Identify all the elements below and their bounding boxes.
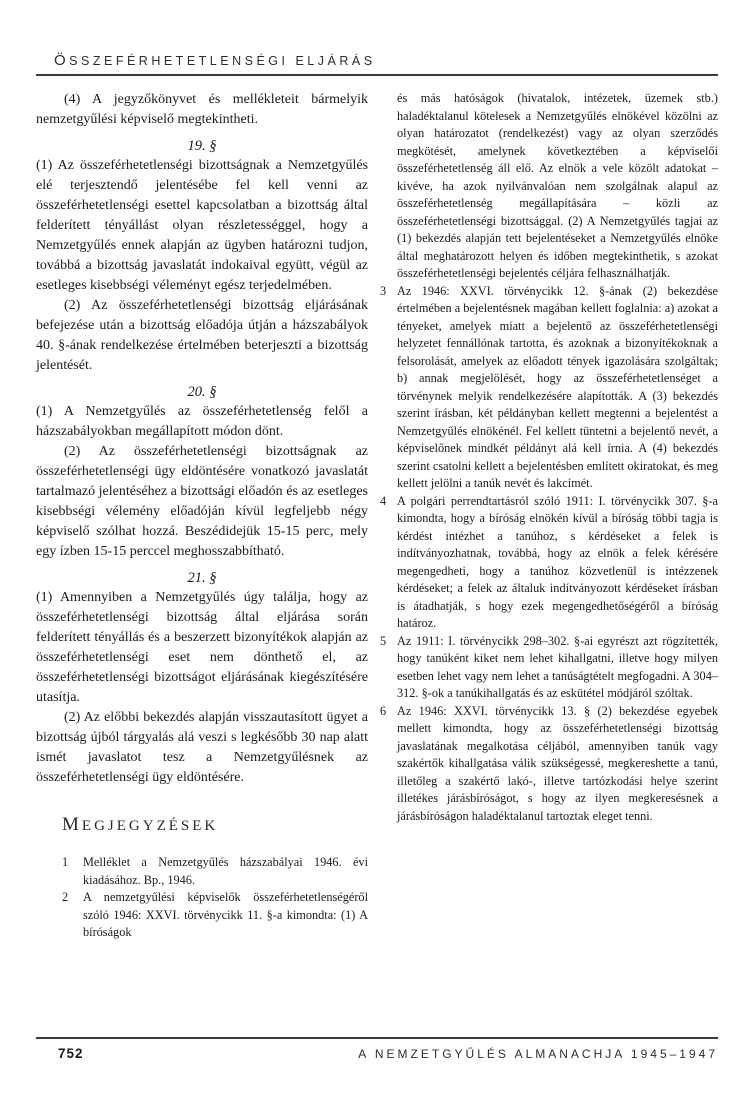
footnote-number: 4 — [380, 493, 387, 508]
footnote-2 — [62, 889, 368, 942]
footnote-text: és más hatóságok (hivatalok, intézetek, üzemek stb.) haladéktalanul kötelesek a Nemzetgyűlés elnökével közölni az olyan határozatot (rendelkezést) vagy az olyan szerződés megkötését, amelynek következtében a képviselői összeférhetetlenség áll elő. Az elnök a vele közölt adatokat – kivéve, ha azok nyilvánvalóan nem szolgálnak alapul az összeférhetetlenség megállapítására – közli az összeférhetetlenségi bizottsággal. (2) A Nemzetgyűlés tagjai az (1) bekezdés alapján tett bejelentéseket a Nemzetgyűlés elnöke által meghatározott helyen és időben megtekinthetik, s azokat összeférhetetlenségi bejelentés céljára felhasználhatják. — [397, 91, 718, 280]
footnote-4 — [380, 493, 718, 633]
paragraph-20-1: (1) A Nemzetgyűlés az összeférhetetlenség felől a házszabályokban megállapított módon dönt. — [36, 404, 368, 439]
header-rule — [36, 74, 718, 76]
footnote-text: A polgári perrendtartásról szóló 1911: I. törvénycikk 307. §-a kimondta, hogy a bíróság elnökén kívül a bíróság többi tagja is kérdést intézhet a tanúhoz, s kérdéseket a felek is indítványozhatnak, továbbá, hogy az elnök a felek kérésére megengedheti, hogy a tanúhoz közvetlenül is intézzenek kérdéseket; a felek az általuk indítványozott kérdéseket írásban is átadhatják, s hogy ezek megengedhetőségéről a bíróság határoz. — [397, 493, 718, 630]
footnote-number: 2 — [62, 890, 69, 904]
running-footer — [36, 1037, 718, 1061]
paragraph-21-2: (2) Az előbbi bekezdés alapján visszautasított ügyet a bizottság újból tárgyalás alá veszi s legkésőbb 30 nap alatt ismét javaslatot tesz a Nemzetgyűlésnek az összeférhetetlenségi ügy eldöntésére. — [36, 710, 368, 785]
header-title: ÖSSZEFÉRHETETLENSÉGI ELJÁRÁS — [54, 52, 376, 69]
paragraph-20-2: (2) Az összeférhetetlenségi bizottságnak az összeférhetetlenségi ügy eldöntésére vonatkozó javaslatát tartalmazó jelentéséhez a bizottsági előadón és az esetleges kisebbségi vélemény előadóján kívül legfeljebb négy képviselő szólhat hozzá. Beszédidejük 15-15 perc, mely egy ízben 15-15 perccel meghosszabbítható. — [36, 444, 368, 559]
two-column-layout — [36, 90, 718, 942]
section-heading-20: 20. § — [187, 384, 217, 400]
footnote-number: 5 — [380, 633, 387, 648]
footnote-number: 3 — [380, 283, 387, 298]
footer-rule — [36, 1037, 718, 1039]
footnote-text: Az 1946: XXVI. törvénycikk 12. §-ának (2) bekezdése értelmében a bejelentésnek magában kellett foglalnia: a) azokat a tényeket, amelyek miatt a bejelentő az összeférhetetlenségi helyzetet fennállónak tartotta, és azoknak a bizonyítékoknak a felsorolását, amelyek az előadott tények igazolására szolgáltak; b) annak megjelölését, hogy az összeférhetetlenséget a törvénynek melyik rendelkezésére alapították. A (3) bekezdés szerint írásban, két példányban kellett megtenni a bejelentést a Nemzetgyűlés elnökénél. Fel kellett tüntetni a bejelentő nevét, a képviselőnek mindkét példányt alá kell írnia. A (4) bekezdés szerint csatolni kellett a bejelentésben említett okiratokat, és meg kellett jelölni a tanúk nevét és lakcímét. — [397, 283, 718, 490]
footnote-1 — [62, 854, 368, 889]
left-column — [36, 90, 368, 942]
paragraph-19-2: (2) Az összeférhetetlenségi bizottság eljárásának befejezése után a bizottság előadója útján a házszabályok 40. §-ának rendelkezése értelmében beterjeszti a bizottság jelentését. — [36, 298, 368, 373]
running-header — [36, 52, 718, 76]
notes-heading: MEGJEGYZÉSEK — [62, 814, 219, 835]
running-title: A NEMZETGYŰLÉS ALMANACHJA 1945–1947 — [358, 1047, 718, 1061]
footnote-text: Az 1911: I. törvénycikk 298–302. §-ai egyrészt azt rögzítették, hogy tanúként kiket nem lehet kihallgatni, illetve hogy milyen esetben lehet vagy nem lehet a tanúságtételt megfogadni. A 304–312. §-ok a tanúkihallgatás és az eskütétel módjáról szóltak. — [397, 633, 718, 700]
footnote-number-empty — [380, 90, 397, 283]
footnote-3 — [380, 283, 718, 493]
paragraph-19-1: (1) Az összeférhetetlenségi bizottságnak a Nemzetgyűlés elé terjesztendő jelentésébe fel kell venni az összeférhetetlenségi esettel kapcsolatban a bizottság által felderített tényállást olyan részletességgel, hogy a Nemzetgyűlés ennek alapján az ügyben határozni tudjon, továbbá a bizottság javaslatát indokaival együtt, végül az esetleges kisebbségi véleményt egész terjedelmében. — [36, 158, 368, 293]
footnote-number: 1 — [62, 855, 69, 869]
notes-list-left — [62, 854, 368, 942]
footnote-number: 6 — [380, 703, 387, 718]
section-heading-21: 21. § — [187, 570, 217, 586]
footnote-2-continuation — [380, 90, 718, 283]
footnote-text: Az 1946: XXVI. törvénycikk 13. § (2) bekezdése egyebek mellett kimondta, hogy az összeférhetetlenségi bizottság javaslatának megalkotása céljából, amennyiben tanúk vagy szakértők kihallgatása válik szükségessé, megkereshette a tanú, illetőleg a szakértő lakó-, illetve tartózkodási helye szerint illetékes járásbíróságot, s hogy az ilyen megkeresésnek a járásbíróságon haladéktalanul tartoztak eleget tenni. — [397, 703, 718, 823]
footer-row — [36, 1046, 718, 1061]
footnote-text: Melléklet a Nemzetgyűlés házszabályai 1946. évi kiadásához. Bp., 1946. — [83, 855, 368, 887]
notes-list-right — [380, 90, 718, 825]
right-column — [380, 90, 718, 825]
section-heading-19: 19. § — [187, 138, 217, 154]
footnote-6 — [380, 703, 718, 826]
page-number: 752 — [58, 1046, 84, 1061]
paragraph-4: (4) A jegyzőkönyvet és mellékleteit bármelyik nemzetgyűlési képviselő megtekintheti. — [36, 92, 368, 127]
paragraph-21-1: (1) Amennyiben a Nemzetgyűlés úgy találja, hogy az összeférhetetlenségi bizottság által eljárása során felderített tényállás és a beszerzett bizonyítékok alapján az összeférhetetlenségi eset nem dönthető el, az összeférhetetlenségi bizottságot eljárásának kiegészítésére utasítja. — [36, 590, 368, 705]
footnote-5 — [380, 633, 718, 703]
footnote-text: A nemzetgyűlési képviselők összeférhetetlenségéről szóló 1946: XXVI. törvénycikk 11. §-a kimondta: (1) A bíróságok — [83, 890, 368, 939]
